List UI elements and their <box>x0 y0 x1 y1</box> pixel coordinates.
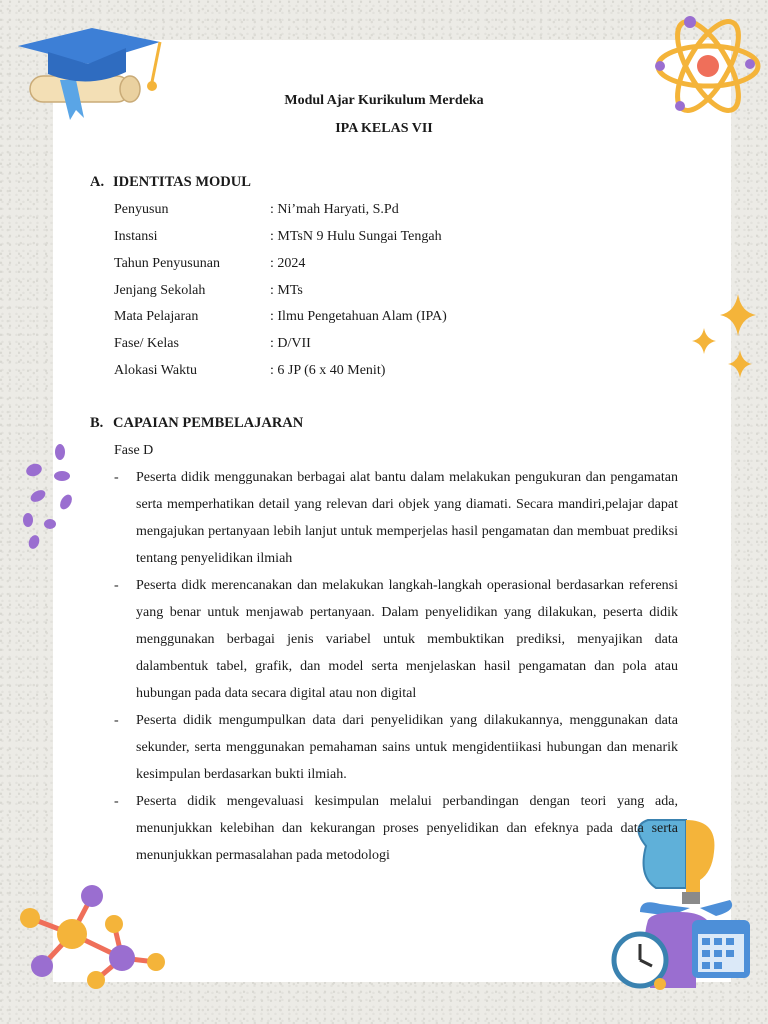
section-b-letter: B. <box>90 415 104 431</box>
list-item <box>114 572 678 707</box>
identity-value: : 2024 <box>270 256 306 271</box>
list-item-text: Peserta didik mengevaluasi kesimpulan melalui perbandingan dengan teori yang ada, menunjukkan kelebihan dan kekurangan proses penyelidikan dan efeknya pada data serta menunjukkan permasalahan pada metodologi <box>136 794 678 863</box>
identity-value: : D/VII <box>270 336 311 351</box>
section-a-letter: A. <box>90 174 105 190</box>
list-dash: - <box>114 713 119 728</box>
section-b-title: CAPAIAN PEMBELAJARAN <box>113 415 304 431</box>
molecule-icon <box>12 880 172 1000</box>
list-dash: - <box>114 470 119 485</box>
purple-dots-icon <box>14 442 80 550</box>
identity-label: Penyusun <box>114 202 169 217</box>
identity-label: Alokasi Waktu <box>114 363 197 378</box>
learning-outcomes-list <box>114 464 678 869</box>
identity-value: : MTs <box>270 283 303 298</box>
identity-label: Fase/ Kelas <box>114 336 179 351</box>
identity-label: Jenjang Sekolah <box>114 283 206 298</box>
document-title: Modul Ajar Kurikulum Merdeka <box>284 93 484 108</box>
identity-value: : 6 JP (6 x 40 Menit) <box>270 363 386 378</box>
section-b-heading <box>90 415 303 432</box>
identity-label: Tahun Penyusunan <box>114 256 220 271</box>
identity-label: Mata Pelajaran <box>114 309 199 324</box>
phase-label: Fase D <box>114 443 154 458</box>
identity-value: : MTsN 9 Hulu Sungai Tengah <box>270 229 442 244</box>
document-subtitle: IPA KELAS VII <box>335 121 433 136</box>
sparkle-stars-icon <box>688 292 760 382</box>
list-item <box>114 464 678 572</box>
list-dash: - <box>114 578 119 593</box>
list-item <box>114 707 678 788</box>
list-item-text: Peserta didk merencanakan dan melakukan langkah-langkah operasional berdasarkan referensi yang benar untuk menjawab pertanyaan. Dalam penyelidikan yang dilakukan, peserta didik menggunakan berbagai jenis variabel untuk membuktikan prediksi, menyajikan data dalambentuk tabel, grafik, dan model serta menjelaskan hasil pengamatan dan pola atau hubungan pada data secara digital atau non digital <box>136 578 678 701</box>
list-item <box>114 788 678 869</box>
section-a-title: IDENTITAS MODUL <box>113 174 251 190</box>
list-item-text: Peserta didik menggunakan berbagai alat bantu dalam melakukan pengukuran dan pengamatan serta memperhatikan detail yang relevan dari objek yang diamati. Secara mandiri,pelajar dapat mengajukan pertanyaan lebih lanjut untuk memperjelas hasil pengamatan dan membuat prediksi tentang penyelidikan ilmiah <box>136 470 678 566</box>
identity-value: : Ni’mah Haryati, S.Pd <box>270 202 399 217</box>
identity-label: Instansi <box>114 229 158 244</box>
section-a-heading <box>90 174 251 191</box>
list-item-text: Peserta didik mengumpulkan data dari penyelidikan yang dilakukannya, menggunakan data sekunder, serta menggunakan pemahaman sains untuk mengidentiikasi hubungan dan menarik kesimpulan berdasarkan bukti ilmiah. <box>136 713 678 782</box>
identity-value: : Ilmu Pengetahuan Alam (IPA) <box>270 309 447 324</box>
list-dash: - <box>114 794 119 809</box>
graduation-cap-diploma-icon <box>12 24 172 124</box>
